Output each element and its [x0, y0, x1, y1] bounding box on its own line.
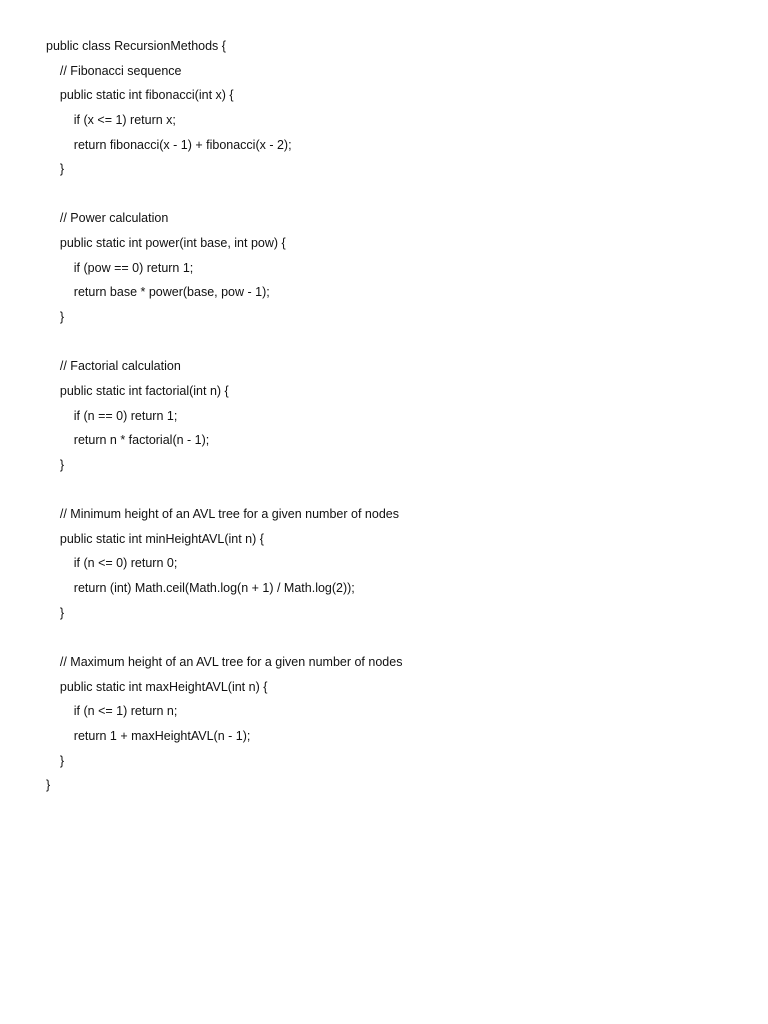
- code-line: public static int minHeightAVL(int n) {: [46, 531, 264, 546]
- code-line: if (n <= 1) return n;: [46, 704, 178, 719]
- code-line: }: [46, 162, 65, 177]
- code-line: }: [46, 778, 51, 793]
- code-line: public static int factorial(int n) {: [46, 383, 229, 398]
- code-line: [46, 182, 402, 207]
- code-line: [46, 478, 402, 503]
- code-line: // Fibonacci sequence: [46, 63, 182, 78]
- code-line: if (n <= 0) return 0;: [46, 556, 178, 571]
- code-line: public static int power(int base, int pow) {: [46, 236, 286, 251]
- code-line: }: [46, 753, 65, 768]
- code-line: }: [46, 605, 65, 620]
- code-line: // Power calculation: [46, 211, 169, 226]
- code-line: public class RecursionMethods {: [46, 39, 226, 53]
- code-line: [46, 625, 402, 650]
- code-line: if (x <= 1) return x;: [46, 112, 176, 127]
- code-line: return base * power(base, pow - 1);: [46, 285, 270, 300]
- code-line: // Minimum height of an AVL tree for a given number of nodes: [46, 507, 399, 522]
- code-line: public static int fibonacci(int x) {: [46, 88, 234, 103]
- code-line: return fibonacci(x - 1) + fibonacci(x - 2);: [46, 137, 292, 152]
- code-line: if (n == 0) return 1;: [46, 408, 178, 423]
- code-line: // Maximum height of an AVL tree for a given number of nodes: [46, 655, 403, 670]
- code-listing: [46, 34, 402, 798]
- code-line: return (int) Math.ceil(Math.log(n + 1) / Math.log(2));: [46, 581, 355, 596]
- code-line: return n * factorial(n - 1);: [46, 433, 210, 448]
- code-line: }: [46, 310, 65, 325]
- code-line: return 1 + maxHeightAVL(n - 1);: [46, 728, 251, 743]
- code-line: [46, 330, 402, 355]
- code-line: // Factorial calculation: [46, 359, 181, 374]
- code-line: if (pow == 0) return 1;: [46, 260, 194, 275]
- code-line: public static int maxHeightAVL(int n) {: [46, 679, 268, 694]
- code-line: }: [46, 457, 65, 472]
